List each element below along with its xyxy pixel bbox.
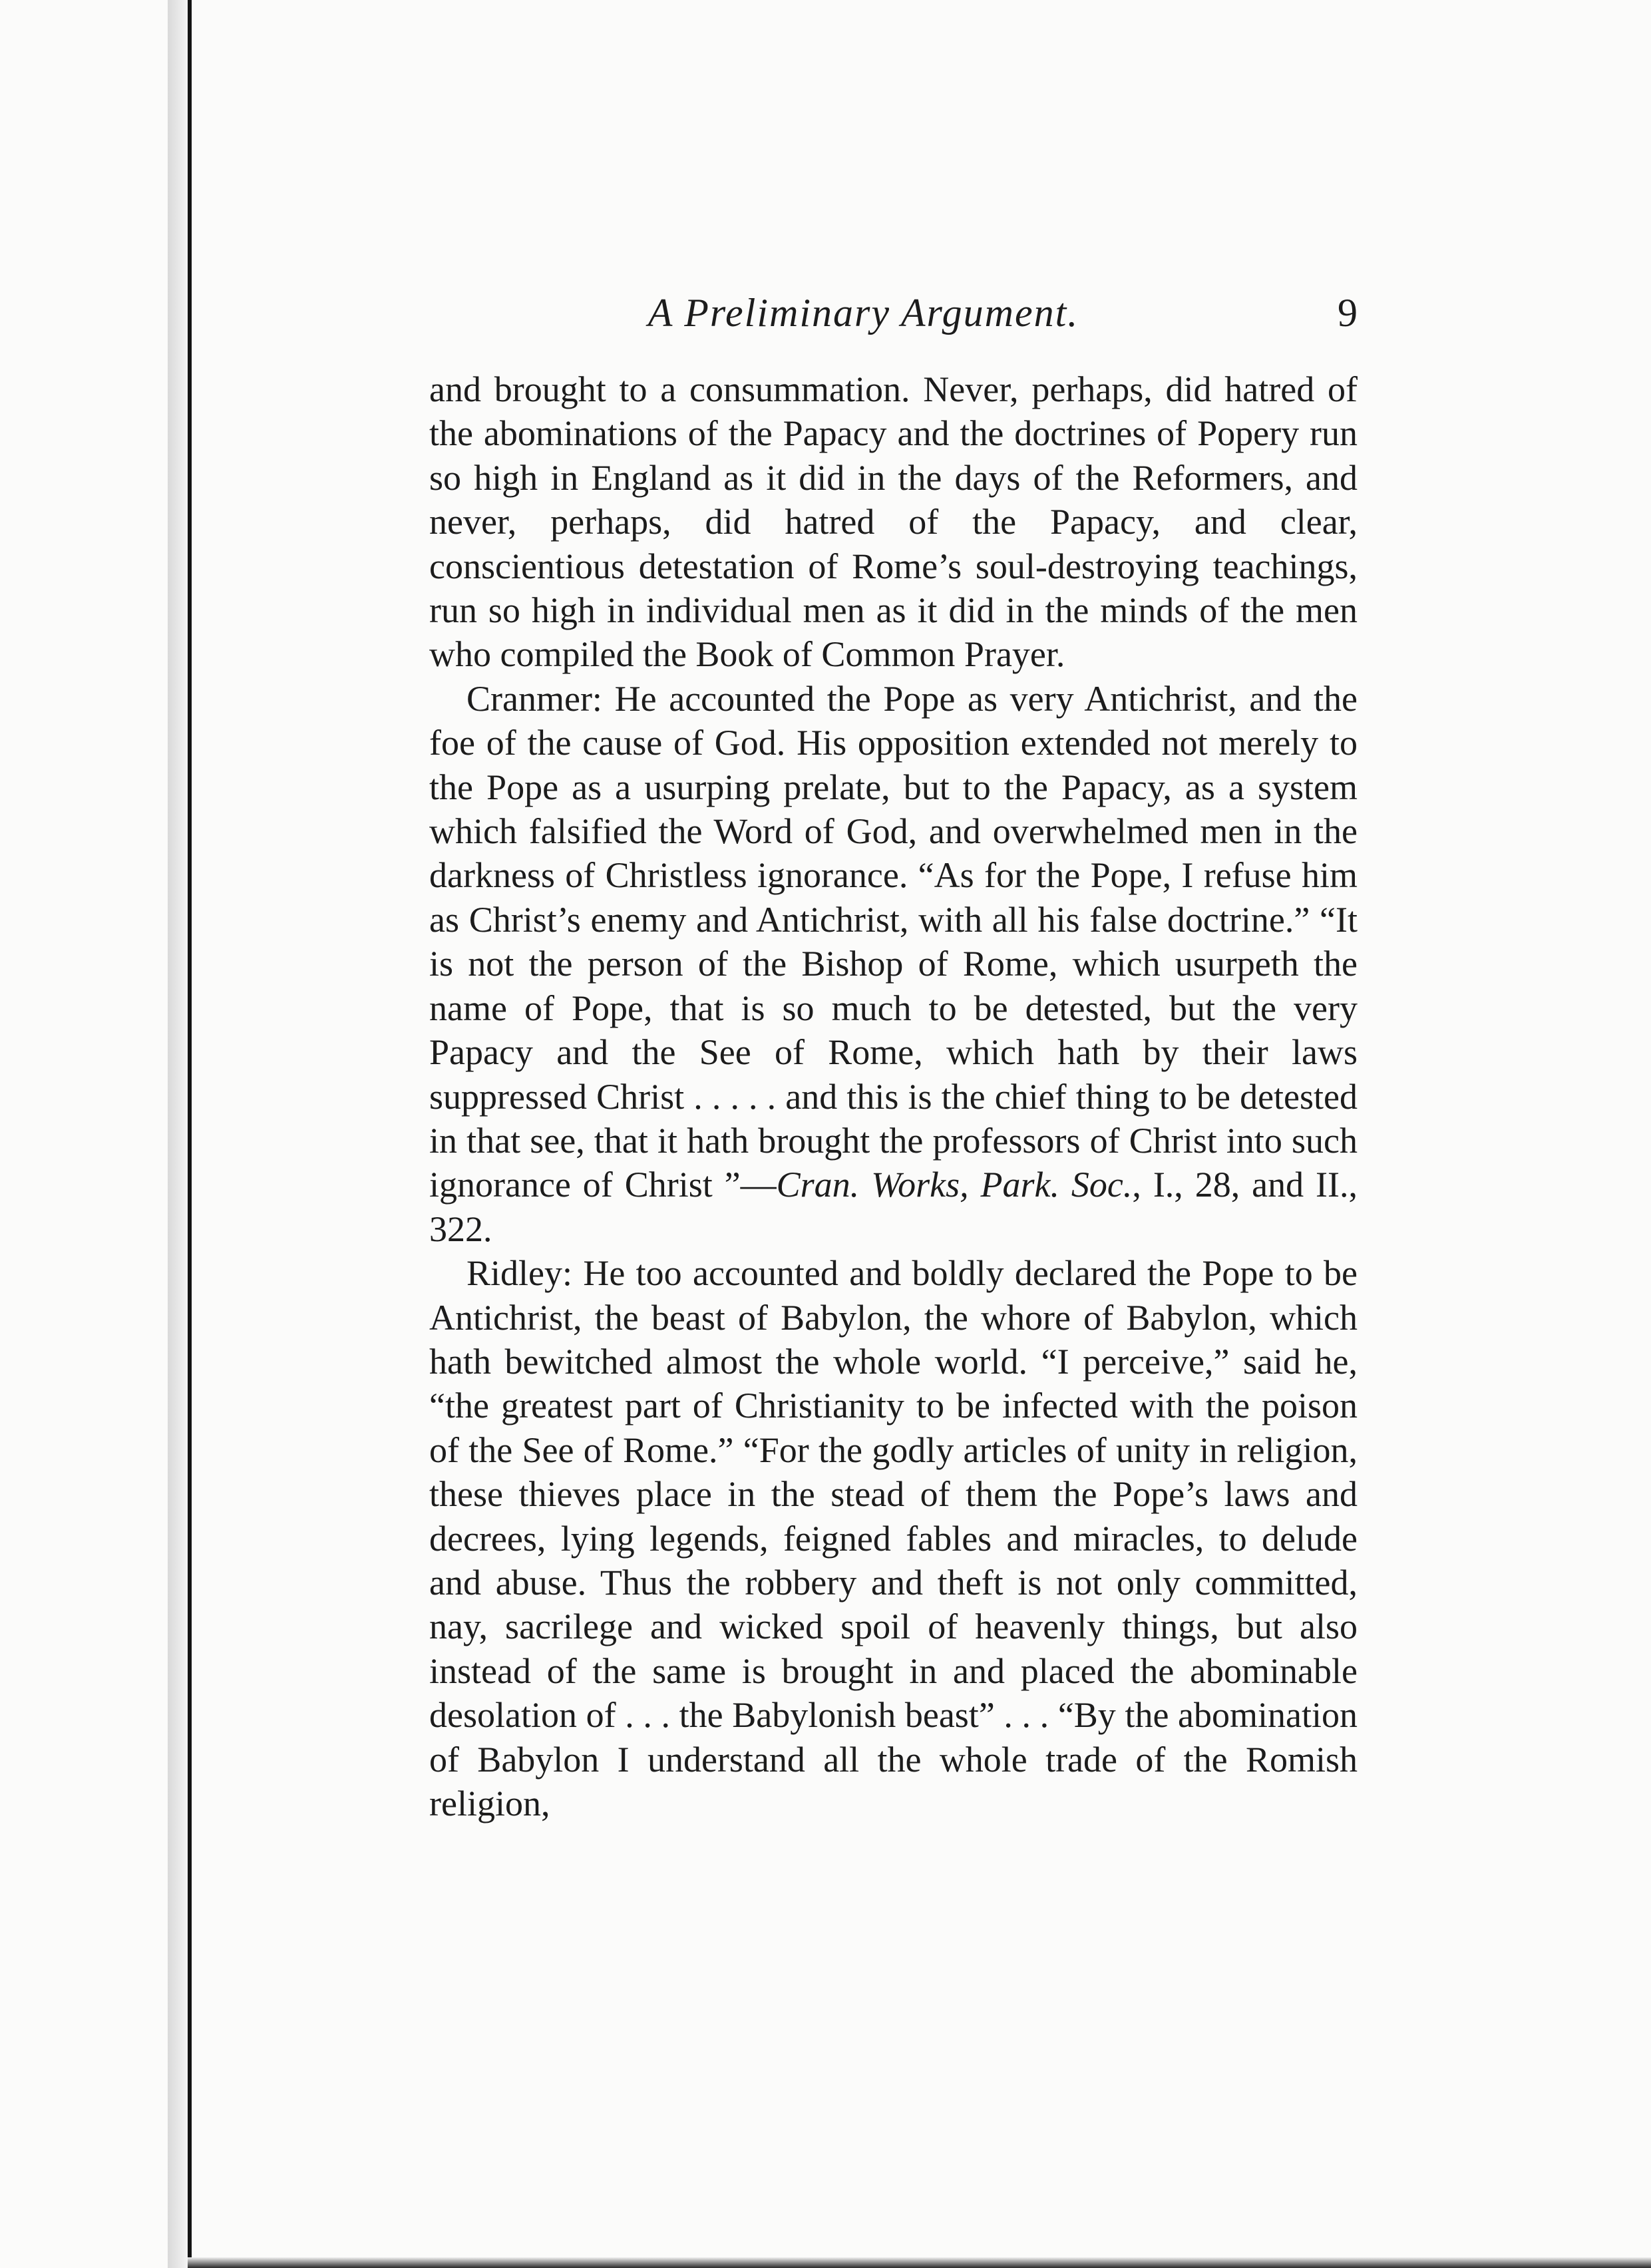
paragraph-ridley: Ridley: He too accounted and boldly declared the Pope to be Antichrist, the beast of Babylon, the whore of Babylon, which hath bewitched almost the whole world. “I perceive,” said he, “the greatest part of Christianity to be infected with the poison of the See of Rome.” “For the godly articles of unity in religion, these thieves place in the stead of them the Pope’s laws and decrees, lying legends, feigned fables and miracles, to delude and abuse. Thus the robbery and theft is not only committed, nay, sacrilege and wicked spoil of heavenly things, but also instead of the same is brought in and placed the abominable desolation of . . . the Babylonish beast” . . . “By the abomination of Babylon I understand all the whole trade of the Romish religion,: [429, 1253, 1358, 1823]
running-head: [429, 290, 1358, 343]
page-number: 9: [1338, 291, 1358, 335]
paragraph-continuation: and brought to a consummation. Never, perhaps, did hatred of the abominations of the Papacy and the doctrines of Popery run so high in England as it did in the days of the Reformers, and never, perhaps, did hatred of the Papacy, and clear, conscientious detestation of Rome’s soul-destroying teachings, run so high in individual men as it did in the minds of the men who compiled the Book of Common Prayer.: [429, 369, 1358, 675]
gutter-shadow: [168, 0, 188, 2268]
book-spine-edge: [188, 0, 192, 2268]
cranmer-text: Cranmer: He accounted the Pope as very Antichrist, and the foe of the cause of God. His opposition extended not merely to the Pope as a usurping prelate, but to the Papacy, as a system which falsified the Word of God, and overwhelmed men in the darkness of Christless ignorance. “As for the Pope, I refuse him as Christ’s enemy and Antichrist, with all his false doctrine.” “It is not the person of the Bishop of Rome, which usurpeth the name of Pope, that is so much to be detested, but the very Papacy and the See of Rome, which hath by their laws suppressed Christ . . . . . and this is the chief thing to be detested in that see, that it hath brought the professors of Christ into such ignorance of Christ ”—: [429, 678, 1358, 1205]
book-page: [429, 290, 1358, 1825]
paragraph-cranmer: [429, 677, 1358, 1251]
page-bottom-edge: [188, 2257, 1651, 2268]
cranmer-citation-work: Cran. Works, Park. Soc.: [776, 1165, 1133, 1205]
running-title: A Preliminary Argument.: [647, 291, 1079, 335]
cranmer-citation-volume: , I., 28, and II., 322.: [429, 1165, 1358, 1249]
